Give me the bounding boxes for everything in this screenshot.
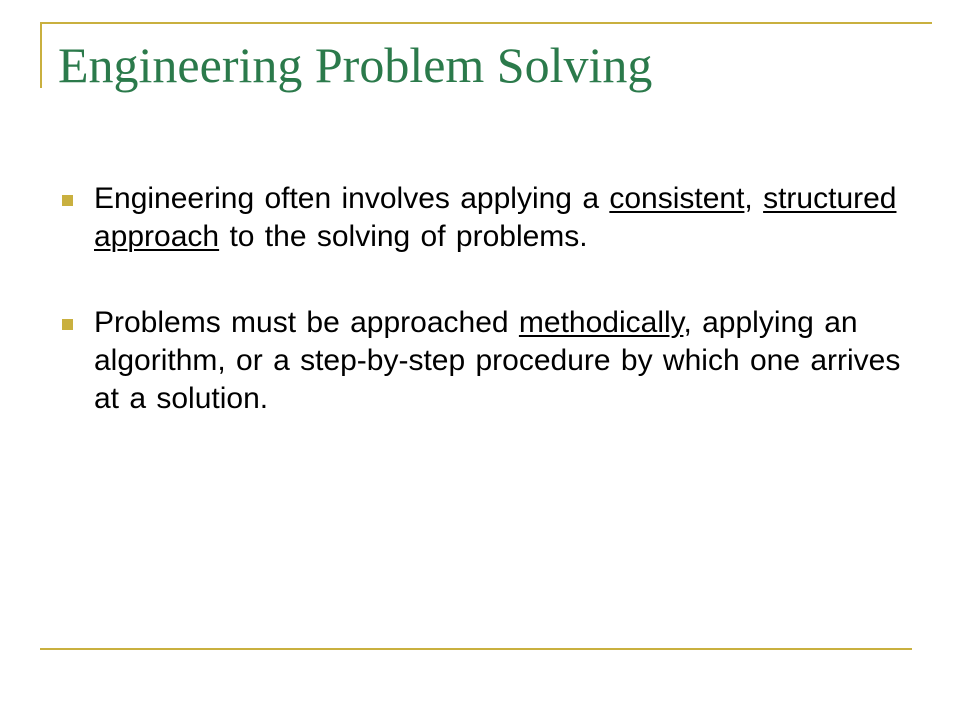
bullet-item <box>62 180 902 256</box>
square-bullet-icon <box>62 319 73 330</box>
underlined-term-methodically: methodically <box>518 306 684 339</box>
bullet-text-segment: , applying an algorithm, or a step-by-step procedure by which one arrives at a solution. <box>94 306 901 415</box>
slide-title: Engineering Problem Solving <box>58 37 653 93</box>
bullet-text-segment: Engineering often involves applying a <box>94 182 610 215</box>
left-accent-divider <box>40 22 42 88</box>
square-bullet-icon <box>62 195 73 206</box>
bullet-list <box>62 180 902 466</box>
bullet-text-segment: , <box>744 182 764 215</box>
bottom-divider <box>40 648 912 650</box>
underlined-term-structured-approach: structured approach <box>94 182 897 253</box>
underlined-term-consistent: consistent <box>609 182 745 215</box>
bullet-item <box>62 304 902 418</box>
top-divider <box>40 22 932 24</box>
bullet-text-segment: to the solving of problems. <box>219 220 588 253</box>
bullet-text-segment: Problems must be approached <box>94 306 519 339</box>
